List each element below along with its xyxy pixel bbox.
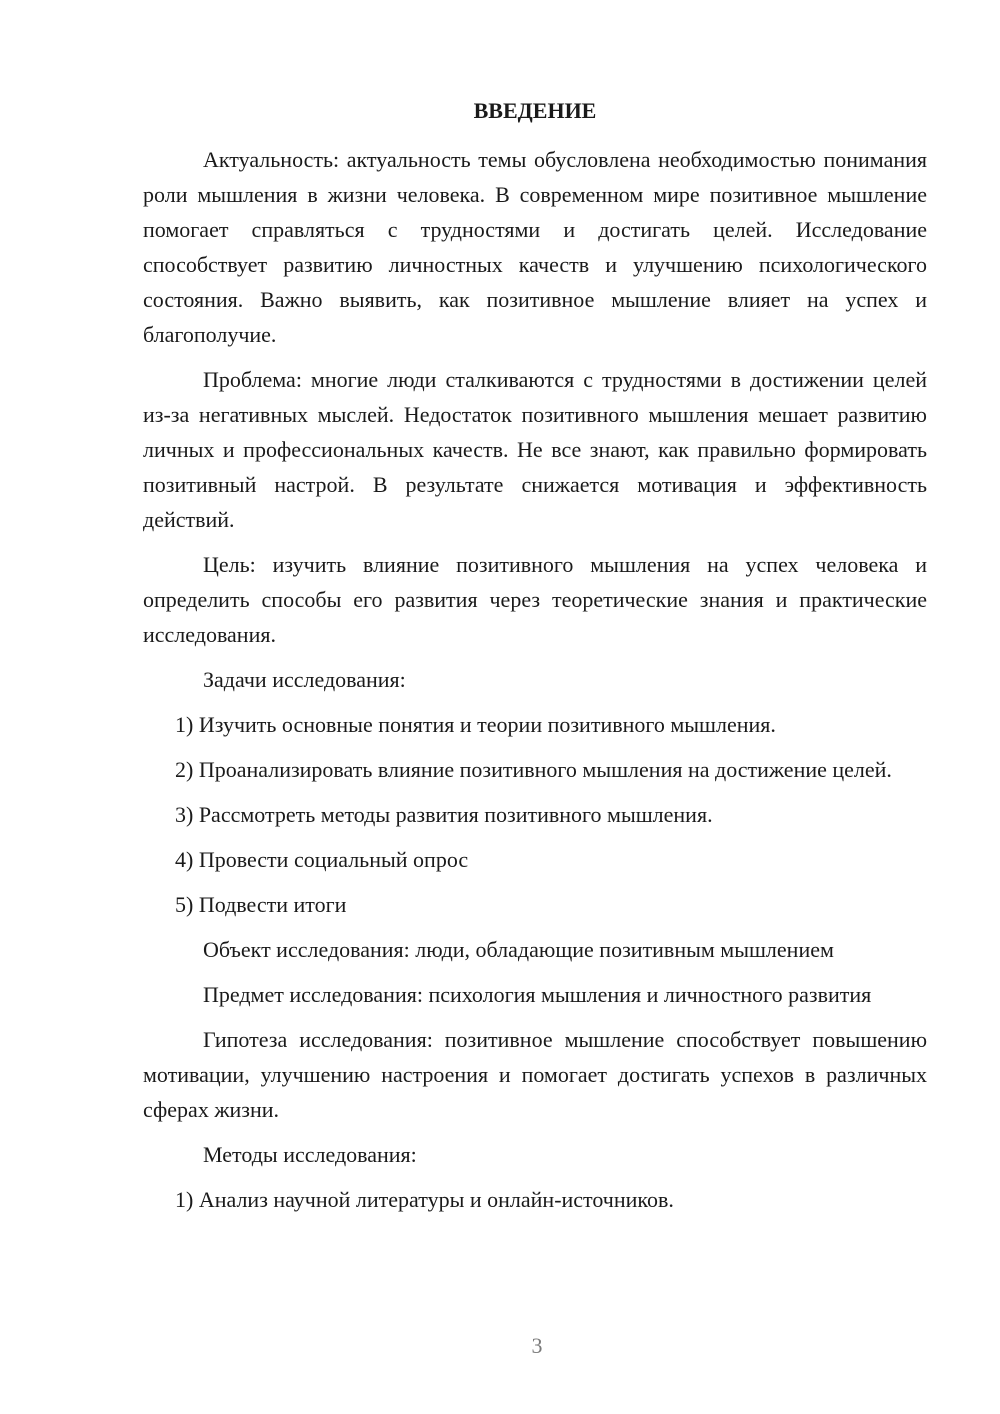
task-item: 4) Провести социальный опрос <box>175 847 469 872</box>
goal-paragraph: Цель: изучить влияние позитивного мышления на успех человека и определить способы его развития через теоретические знания и практические исследования. <box>143 552 927 647</box>
page-title: ВВЕДЕНИЕ <box>473 98 597 123</box>
task-item: 3) Рассмотреть методы развития позитивного мышления. <box>175 802 713 827</box>
page-content <box>143 93 927 1227</box>
task-item: 2) Проанализировать влияние позитивного мышления на достижение целей. <box>175 757 892 782</box>
page-number: 3 <box>531 1333 543 1358</box>
problem-paragraph: Проблема: многие люди сталкиваются с трудностями в достижении целей из-за негативных мыслей. Недостаток позитивного мышления мешает развитию личных и профессиональных качеств. Не все знают, как правильно формировать позитивный настрой. В результате снижается мотивация и эффективность действий. <box>143 367 927 532</box>
task-item: 5) Подвести итоги <box>175 892 347 917</box>
method-item: 1) Анализ научной литературы и онлайн-источников. <box>175 1187 674 1212</box>
hypothesis-paragraph: Гипотеза исследования: позитивное мышление способствует повышению мотивации, улучшению настроения и помогает достигать успехов в различных сферах жизни. <box>143 1027 927 1122</box>
tasks-title: Задачи исследования: <box>203 667 406 692</box>
task-item: 1) Изучить основные понятия и теории позитивного мышления. <box>175 712 776 737</box>
methods-title: Методы исследования: <box>203 1142 417 1167</box>
object-paragraph: Объект исследования: люди, обладающие позитивным мышлением <box>203 937 834 962</box>
relevance-paragraph: Актуальность: актуальность темы обусловлена необходимостью понимания роли мышления в жизни человека. В современном мире позитивное мышление помогает справляться с трудностями и достигать целей. Исследование способствует развитию личностных качеств и улучшению психологического состояния. Важно выявить, как позитивное мышление влияет на успех и благополучие. <box>143 147 927 347</box>
subject-paragraph: Предмет исследования: психология мышления и личностного развития <box>203 982 872 1007</box>
